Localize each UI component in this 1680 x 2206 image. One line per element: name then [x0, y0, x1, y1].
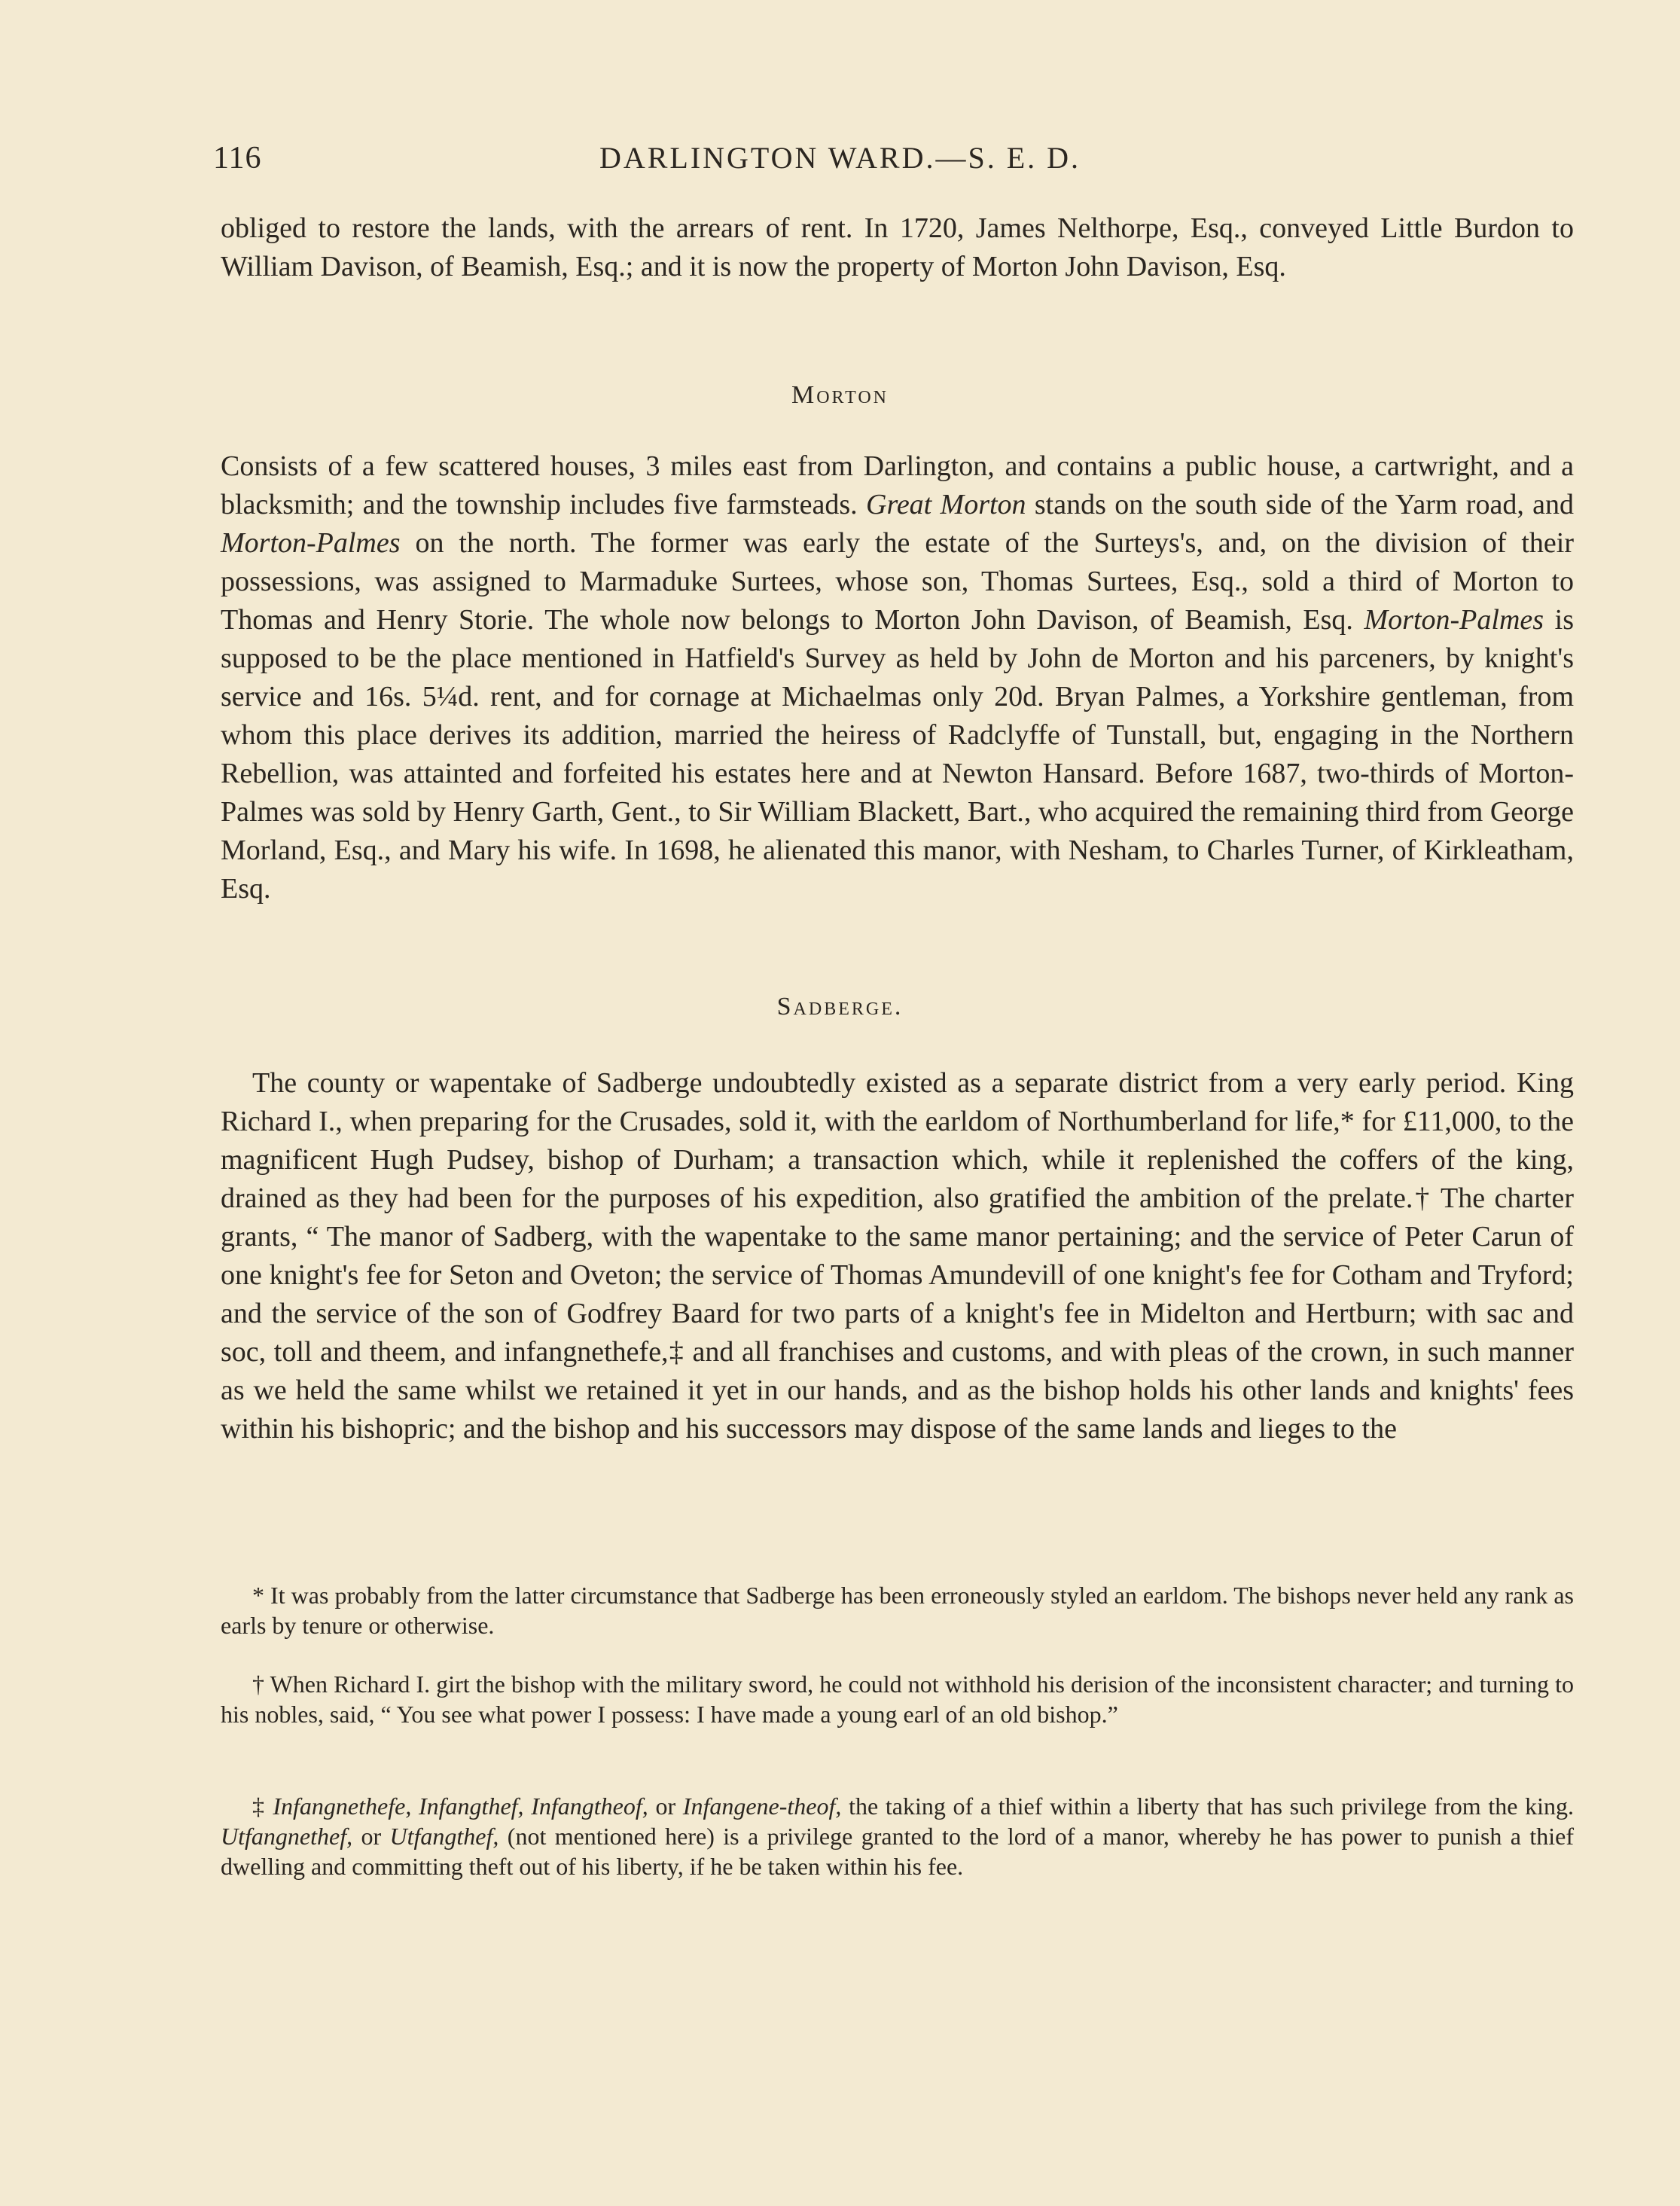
italic-term: Infangene-theof, [682, 1793, 842, 1820]
text-run: stands on the south side of the Yarm road, and [1034, 489, 1575, 520]
footnote-2: † When Richard I. girt the bishop with the military sword, he could not withhold his derision of the inconsistent character; and turning to his nobles, said, “ You see what power I possess: I have made a young earl of an old bishop.” [221, 1671, 1574, 1728]
italic-term: Infangnethefe, Infangthef, Infangtheof, [273, 1793, 648, 1820]
italic-term: Utfangnethef, [221, 1823, 353, 1850]
footnote-mark: ‡ [252, 1793, 266, 1820]
text-run: Consists of a few scattered houses, 3 miles east from Darlington, and contains a public house, a cartwright, and a blacksmith; and the township includes five farmsteads. [221, 450, 1574, 520]
italic-place-name: Morton-Palmes [1364, 604, 1544, 636]
paragraph-text: obliged to restore the lands, with the arrears of rent. In 1720, James Nelthorpe, Esq., conveyed Little Burdon to William Davison, of Beamish, Esq.; and it is now the property of Morton John Davison, Esq. [221, 212, 1574, 282]
page-number: 116 [213, 141, 262, 175]
footnote-3 [221, 1791, 1574, 1881]
running-head: DARLINGTON WARD.—S. E. D. [599, 141, 1081, 175]
italic-place-name: Morton-Palmes [221, 527, 401, 559]
sadberge-paragraph [221, 1064, 1574, 1448]
text-run: on the north. The former was early the estate of the Surteys's, and, on the division of their possessions, was assigned to Marmaduke Surtees, whose son, Thomas Surtees, Esq., sold a third of Morton to Thomas and Henry Storie. The whole now belongs to Morton John Davison, of Beamish, Esq. [221, 527, 1574, 636]
text-run: is supposed to be the place mentioned in Hatfield's Survey as held by John de Morton and his parceners, by knight's service and 16s. 5¼d. rent, and for cornage at Michaelmas only 20d. Bryan Palmes, a Yorkshire gentleman, from whom this place derives its addition, married the heiress of Radclyffe of Tunstall, but, engaging in the Northern Rebellion, was attainted and forfeited his estates here and at Newton Hansard. Before 1687, two-thirds of Morton-Palmes was sold by Henry Garth, Gent., to Sir William Blackett, Bart., who acquired the remaining third from George Morland, Esq., and Mary his wife. In 1698, he alienated this manor, with Nesham, to Charles Turner, of Kirkleatham, Esq. [221, 604, 1575, 905]
text-run: or [655, 1793, 676, 1820]
paragraph-text [221, 447, 1574, 908]
text-run: the taking of a thief within a liberty that has such privilege from the king. [849, 1793, 1574, 1820]
text-run: (not mentioned here) is a privilege granted to the lord of a manor, whereby he has power to punish a thief dwelling and committing theft out of his liberty, if he be taken within his fee. [221, 1823, 1575, 1880]
section-heading-morton: Morton [791, 381, 889, 409]
paragraph-text: The county or wapentake of Sadberge undoubtedly existed as a separate district from a very early period. King Richard I., when preparing for the Crusades, sold it, with the earldom of Northumberland for life,* for £11,000, to the magnificent Hugh Pudsey, bishop of Durham; a transaction which, while it replenished the coffers of the king, drained as they had been for the purposes of his expedition, also gratified the ambition of the prelate.† The charter grants, “ The manor of Sadberg, with the wapentake to the same manor pertaining; and the service of Peter Carun of one knight's fee for Seton and Oveton; the service of Thomas Amundevill of one knight's fee for Cotham and Tryford; and the service of the son of Godfrey Baard for two parts of a knight's fee in Midelton and Hertburn; with sac and soc, toll and theem, and infangnethefe,‡ and all franchises and customs, and with pleas of the crown, in such manner as we held the same whilst we retained it yet in our hands, and as the bishop holds his other lands and knights' fees within his bishopric; and the bishop and his successors may dispose of the same lands and lieges to the [221, 1067, 1574, 1445]
morton-paragraph [221, 447, 1574, 908]
section-heading-sadberge: Sadberge. [776, 993, 904, 1021]
italic-term: Utfangthef, [389, 1823, 499, 1850]
footnote-1: * It was probably from the latter circumstance that Sadberge has been erroneously styled an earldom. The bishops never held any rank as earls by tenure or otherwise. [221, 1582, 1574, 1639]
continuation-paragraph [221, 209, 1574, 286]
text-run: or [361, 1823, 382, 1850]
italic-place-name: Great Morton [866, 489, 1026, 520]
